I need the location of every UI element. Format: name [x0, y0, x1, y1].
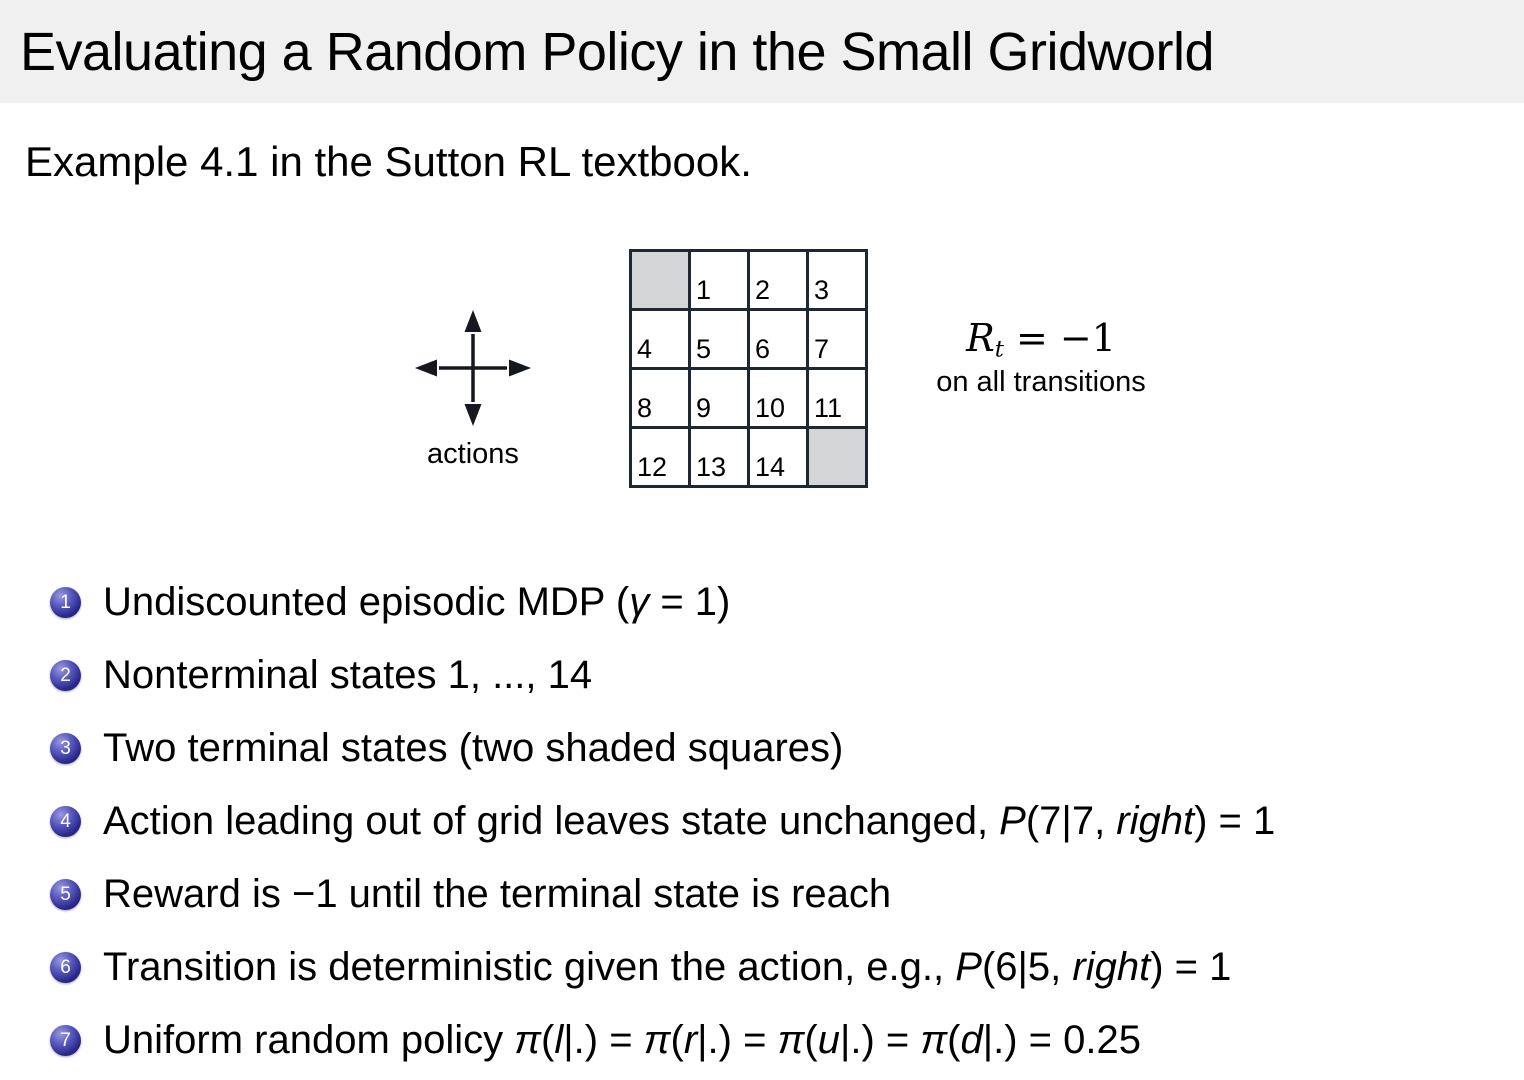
- grid-cell-label: 11: [814, 393, 843, 423]
- text-segment: (: [615, 580, 630, 624]
- list-item: [50, 566, 1518, 639]
- text-segment: ) = 1: [1150, 945, 1232, 989]
- grid-cell-label: 12: [637, 452, 668, 482]
- item-number-badge: 6: [50, 952, 81, 983]
- grid-cell-label: 10: [755, 393, 786, 423]
- text-segment: (: [670, 1018, 684, 1062]
- item-number-badge: 7: [50, 1025, 81, 1056]
- text-segment: = −1: [1003, 316, 1116, 360]
- list-item: [50, 858, 1518, 931]
- actions-label: actions: [427, 438, 519, 470]
- text-segment: |.) = 0.25: [982, 1018, 1141, 1062]
- item-text: [103, 872, 891, 917]
- text-segment: (: [541, 1018, 555, 1062]
- grid-cell: [691, 252, 747, 308]
- text-segment: P: [955, 945, 982, 989]
- list-item: [50, 785, 1518, 858]
- title-band: [0, 0, 1524, 103]
- item-text: [103, 799, 1275, 844]
- grid-cell-label: 3: [814, 275, 830, 305]
- grid-cell-label: 9: [696, 393, 712, 423]
- grid-cell-label: [632, 304, 637, 308]
- text-segment: ) = 1: [1194, 799, 1276, 843]
- grid-cell-terminal: [809, 429, 865, 485]
- reward-annotation: [909, 316, 1173, 399]
- text-segment: right: [1072, 945, 1151, 989]
- list-item: [50, 1004, 1518, 1077]
- grid-cell-label: 2: [755, 275, 771, 305]
- subtitle: Example 4.1 in the Sutton RL textbook.: [25, 138, 752, 185]
- list-item: [50, 712, 1518, 785]
- text-segment: Uniform random policy: [103, 1018, 515, 1062]
- text-segment: R: [966, 316, 995, 360]
- text-segment: −1: [291, 872, 338, 916]
- grid-cell-label: 4: [637, 334, 653, 364]
- text-segment: u: [817, 1018, 840, 1062]
- text-segment: = 1): [649, 580, 731, 624]
- text-segment: l: [554, 1018, 564, 1062]
- text-segment: |.) =: [697, 1018, 778, 1062]
- grid-cell-terminal: [632, 252, 688, 308]
- actions-cross-icon: [413, 308, 533, 428]
- grid-cell: [632, 370, 688, 426]
- text-segment: t: [994, 336, 1004, 363]
- grid-cell-label: 8: [637, 393, 653, 423]
- grid-cell-label: 6: [755, 334, 771, 364]
- text-segment: (6|5,: [981, 945, 1073, 989]
- text-segment: |.) =: [563, 1018, 644, 1062]
- text-segment: (: [804, 1018, 818, 1062]
- grid-cell: [809, 252, 865, 308]
- text-segment: |.) =: [839, 1018, 921, 1062]
- item-text: [103, 653, 592, 698]
- gridworld-grid: [629, 249, 868, 488]
- text-segment: Two terminal states (two shaded squares): [103, 726, 844, 770]
- grid-cell: [632, 429, 688, 485]
- item-number-badge: 4: [50, 806, 81, 837]
- text-segment: (7|7,: [1025, 799, 1117, 843]
- grid-cell: [750, 370, 806, 426]
- item-text: [103, 580, 730, 625]
- item-number-badge: 1: [50, 587, 81, 618]
- item-number-badge: 5: [50, 879, 81, 910]
- item-text: [103, 945, 1231, 990]
- grid-cell: [691, 370, 747, 426]
- list-item: [50, 931, 1518, 1004]
- text-segment: π: [920, 1018, 948, 1062]
- reward-note: on all transitions: [936, 365, 1146, 398]
- text-segment: d: [960, 1018, 983, 1062]
- text-segment: γ: [629, 580, 650, 624]
- text-segment: (: [947, 1018, 961, 1062]
- text-segment: right: [1116, 799, 1195, 843]
- grid-cell: [809, 370, 865, 426]
- text-segment: P: [999, 799, 1026, 843]
- grid-cell-label: 1: [696, 275, 712, 305]
- grid-cell: [750, 311, 806, 367]
- grid-cell-label: 13: [696, 452, 727, 482]
- grid-cell-label: 5: [696, 334, 712, 364]
- list-item: [50, 639, 1518, 712]
- bullet-list: [50, 566, 1518, 1077]
- text-segment: until the terminal state is reach: [337, 872, 892, 916]
- text-segment: π: [777, 1018, 805, 1062]
- grid-cell: [809, 311, 865, 367]
- text-segment: Transition is deterministic given the action, e.g.,: [103, 945, 956, 989]
- item-number-badge: 3: [50, 733, 81, 764]
- item-text: [103, 1018, 1141, 1063]
- item-text: [103, 726, 843, 771]
- text-segment: Nonterminal states: [103, 653, 448, 697]
- text-segment: 1, ..., 14: [447, 653, 593, 697]
- text-segment: r: [683, 1018, 698, 1062]
- grid-cell: [750, 252, 806, 308]
- grid-cell: [632, 311, 688, 367]
- page-title: Evaluating a Random Policy in the Small Gridworld: [20, 21, 1215, 82]
- grid-cell-label: [809, 481, 814, 485]
- grid-cell-label: 14: [755, 452, 786, 482]
- grid-cell: [750, 429, 806, 485]
- item-number-badge: 2: [50, 660, 81, 691]
- reward-formula: [909, 316, 1173, 363]
- grid-cell: [691, 311, 747, 367]
- text-segment: Reward is: [103, 872, 292, 916]
- text-segment: Undiscounted episodic MDP: [103, 580, 616, 624]
- grid-cell: [691, 429, 747, 485]
- text-segment: π: [643, 1018, 671, 1062]
- grid-cell-label: 7: [814, 334, 830, 364]
- text-segment: Action leading out of grid leaves state unchanged,: [103, 799, 1000, 843]
- text-segment: π: [514, 1018, 542, 1062]
